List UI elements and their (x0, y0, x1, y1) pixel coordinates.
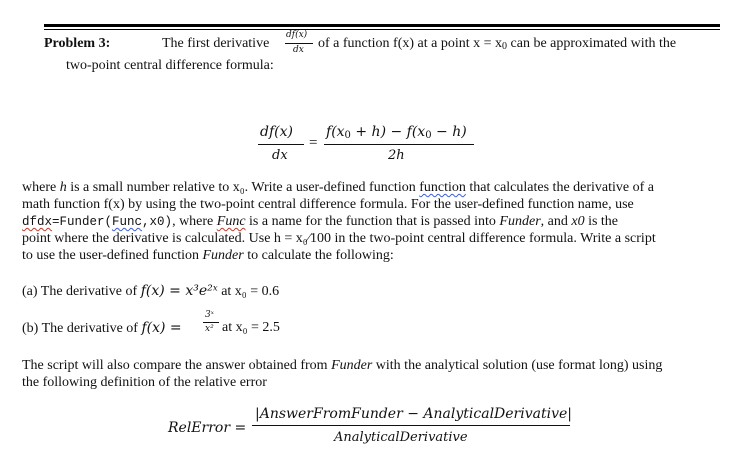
formula-rhs-denominator: 2h (388, 148, 405, 163)
formula-rhs-bar (324, 144, 474, 145)
formula-lhs-numerator: df(x) (260, 124, 293, 140)
formula-equals: = (309, 135, 318, 151)
para2-line2: the following definition of the relative error (22, 375, 267, 390)
relerror-denominator: AnalyticalDerivative (334, 430, 468, 445)
part-b-at: at x₀ = 2.5 (222, 320, 280, 335)
inline-derivative-denominator: dx (293, 45, 304, 55)
problem-intro-text: The first derivative (162, 36, 270, 51)
problem-label: Problem 3: (44, 36, 111, 51)
relerror-bar (252, 425, 570, 426)
para2-line1: The script will also compare the answer obtained from Funder with the analytical solution (use format long) using (22, 358, 663, 373)
part-b-bar (203, 322, 219, 323)
header-rule-thin (44, 29, 720, 30)
para1-line2: math function f(x) by using the two-point central difference formula. For the user-defined function name, use (22, 197, 634, 212)
part-b-label: (b) The derivative of f(x) = (22, 320, 182, 336)
formula-rhs-numerator: $f(x_0 + h) - f(x_0 - h)$ (326, 124, 467, 141)
problem-intro-text-rest: of a function f(x) at a point $x = x_0$ can be approximated with the (318, 36, 677, 52)
relerror-lhs: RelError = (168, 420, 247, 436)
part-b-denominator: x² (205, 324, 214, 334)
para1-line5: to use the user-defined function Funder to calculate the following: (22, 248, 394, 263)
problem-intro-line2: two-point central difference formula: (66, 58, 274, 73)
relerror-numerator: |AnswerFromFunder − AnalyticalDerivative| (255, 406, 572, 422)
para1-line3: dfdx=Funder(Func,x0), where Func is a name for the function that is passed into Funder, and x0 is the (22, 214, 619, 229)
formula-lhs-bar (258, 144, 304, 145)
header-rule-thick (44, 24, 720, 27)
part-a: (a) The derivative of f(x) = x³e²ˣ at x₀ = 0.6 (22, 283, 280, 299)
inline-derivative-bar (285, 43, 313, 44)
inline-derivative-numerator: df(x) (286, 30, 308, 40)
formula-lhs-denominator: dx (272, 148, 288, 163)
para1-line4: point where the derivative is calculated. Use h = x₀⁄100 in the two-point central difference formula. Write a script (22, 231, 656, 246)
part-b-numerator: 3ˣ (205, 310, 214, 320)
para1-line1: where h is a small number relative to x₀. Write a user-defined function function that calculates the derivative of a (22, 180, 655, 195)
